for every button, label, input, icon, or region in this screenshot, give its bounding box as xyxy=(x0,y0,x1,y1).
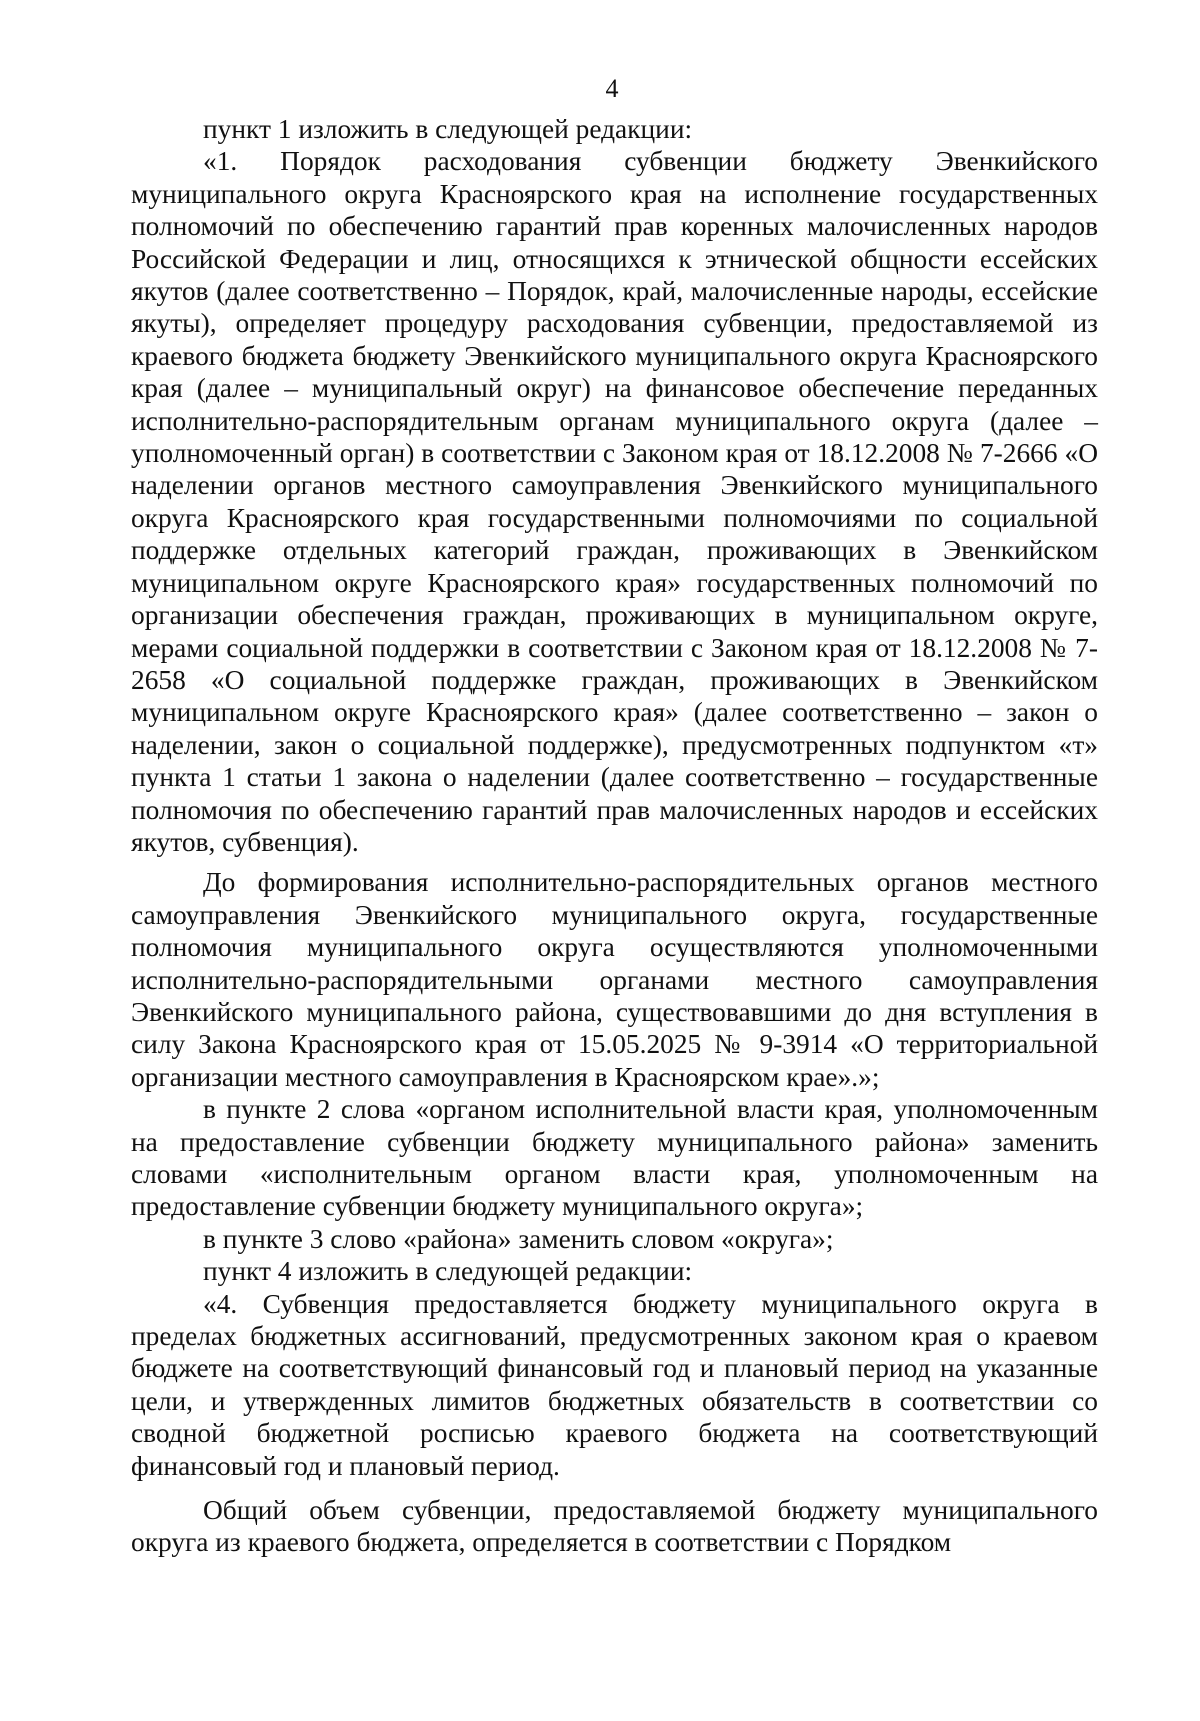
paragraph-item1-intro: пункт 1 изложить в следующей редакции: xyxy=(203,114,693,144)
page-number: 4 xyxy=(605,74,619,103)
paragraph-item2-amendment: в пункте 2 слова «органом исполнительной власти края, уполномоченным на предоставление субвенции бюджету муниципального района» заменить словами «исполнительным органом власти края, уполномоченным на предоставление субвенции бюджету муниципального округа»; xyxy=(131,1094,1098,1222)
paragraph-total-volume: Общий объем субвенции, предоставляемой бюджету муниципального округа из краевого бюджета, определяется в соответствии с Порядком xyxy=(131,1495,1098,1558)
paragraph-item3-amendment: в пункте 3 слово «района» заменить словом «округа»; xyxy=(203,1223,834,1254)
paragraph-item1-text: «1. Порядок расходования субвенции бюджету Эвенкийского муниципального округа Красноярского края на исполнение государственных полномочий по обеспечению гарантий прав коренных малочисленных народов Российской Федерации и лиц, относящихся к этнической общности ессейских якутов (далее соответственно – Порядок, край, малочисленные народы, ессейские якуты), определяет процедуру расходования субвенции, предоставляемой из краевого бюджета бюджету Эвенкийского муниципального округа Красноярского края (далее – муниципальный округ) на финансовое обеспечение переданных исполнительно-распорядительным органам муниципального округа (далее – уполномоченный орган) в соответствии с Законом края от 18.12.2008 № 7-2666 «О наделении органов местного самоуправления Эвенкийского муниципального округа Красноярского края государственными полномочиями по социальной поддержке отдельных категорий граждан, проживающих в Эвенкийском муниципальном округе Красноярского края» государственных полномочий по организации обеспечения граждан, проживающих в муниципальном округе, мерами социальной поддержки в соответствии с Законом края от 18.12.2008 № 7-2658 «О социальной поддержке граждан, проживающих в Эвенкийском муниципальном округе Красноярского края» (далее соответственно – закон о наделении, закон о социальной поддержке), предусмотренных подпунктом «т» пункта 1 статьи 1 закона о наделении (далее соответственно – государственные полномочия по обеспечению гарантий прав малочисленных народов и ессейских якутов, субвенция). xyxy=(131,146,1098,857)
document-body xyxy=(131,113,1098,1559)
paragraph-transitional: До формирования исполнительно-распорядительных органов местного самоуправления Эвенкийского муниципального округа, государственные полномочия муниципального округа осуществляются уполномоченными исполнительно-распорядительными органами местного самоуправления Эвенкийского муниципального района, существовавшими до дня вступления в силу Закона Красноярского края от 15.05.2025 № 9-3914 «О территориальной организации местного самоуправления в Красноярском крае».»; xyxy=(131,867,1098,1092)
paragraph-item4-text: «4. Субвенция предоставляется бюджету муниципального округа в пределах бюджетных ассигнований, предусмотренных законом края о краевом бюджете на соответствующий финансовый год и плановый период на указанные цели, и утвержденных лимитов бюджетных обязательств в соответствии со сводной бюджетной росписью краевого бюджета на соответствующий финансовый год и плановый период. xyxy=(131,1288,1098,1481)
paragraph-item4-intro: пункт 4 изложить в следующей редакции: xyxy=(203,1256,693,1287)
